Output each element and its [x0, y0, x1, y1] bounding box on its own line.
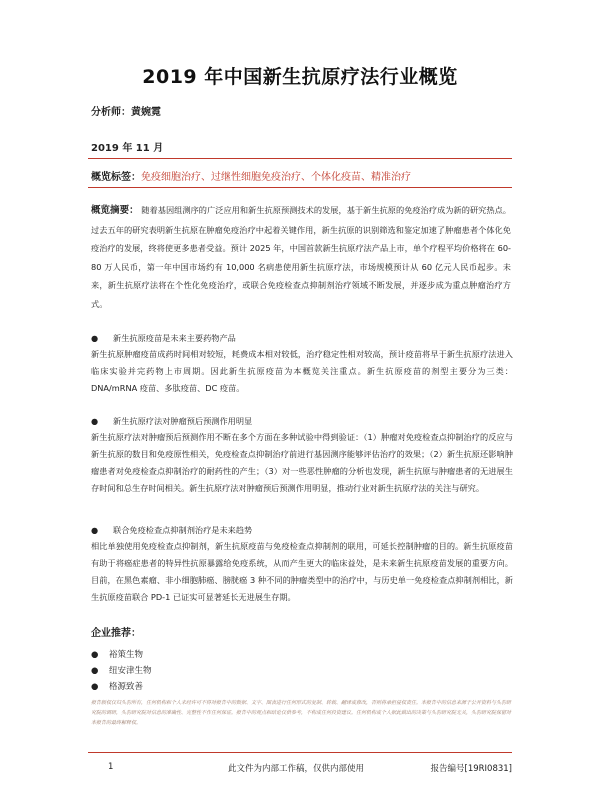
page-number: 1: [108, 762, 114, 772]
section-heading: [91, 522, 513, 538]
tags-value: 免疫细胞治疗、过继性细胞免疫治疗、个体化疫苗、精准治疗: [141, 172, 411, 183]
divider-line: [88, 187, 512, 188]
bullet-icon: ●: [91, 525, 99, 535]
list-item: [91, 647, 152, 663]
company-name: 裕策生物: [109, 650, 144, 660]
footer-divider: [88, 752, 512, 753]
section-body: 新生抗原肿瘤疫苗成药时间相对较短，耗费成本相对较低，治疗稳定性相对较高，预计疫苗将早于新生抗原疗法进入临床实验并完药物上市周期。因此新生抗原疫苗为本概览关注重点。新生抗原疫苗的剂型主要分为三类：DNA/mRNA 疫苗、多肽疫苗、DC 疫苗。: [91, 349, 513, 393]
date-line: 2019 年 11 月: [91, 143, 164, 154]
section-heading: [91, 413, 513, 429]
disclaimer-text: 报告版权仅归头豹所有，任何机构和个人未经许可不得对报告中的数据、文字、图表进行任何形式的复制、转载、翻译或修改，否则将承担侵权责任。本报告中的信息来源于公开资料与头豹研究院的调研，头豹研究院对信息的准确性、完整性不作任何保证。报告中的观点和结论仅供参考，不构成任何投资建议。任何机构或个人据此做出的决策与头豹研究院无关，头豹研究院保留对本报告的最终解释权。: [91, 700, 512, 726]
section-body: 新生抗原疗法对肿瘤预后预测作用不断在多个方面在多种试验中得到验证：（1）肿瘤对免疫检查点抑制治疗的反应与新生抗原的数目和免疫原性相关，免疫检查点抑制治疗前进行基因测序能够评估治疗的效果；（2）新生抗原还影响肿瘤患者对免疫检查点抑制治疗的耐药性的产生；（3）对一些恶性肿瘤的分析也发现，新生抗原与肿瘤患者的无进展生存时间和总生存时间相关。新生抗原疗法对肿瘤预后预测作用明显，推动行业对新生抗原疗法的关注与研究。: [91, 432, 513, 493]
bullet-icon: ●: [91, 682, 99, 692]
section-body: 相比单独使用免疫检查点抑制剂，新生抗原疫苗与免疫检查点抑制剂的联用，可延长控制肿瘤的目的。新生抗原疫苗有助于将癌症患者的特异性抗原暴露给免疫系统，从而产生更大的临床益处，是未来新生抗原疫苗发展的重要方向。目前，在黑色素瘤、非小细胞肺癌、膀胱癌 3 种不同的肿瘤类型中的治疗中，与历史单一免疫检查点抑制剂相比，新生抗原疫苗联合 PD-1 已证实可显著延长无进展生存期。: [91, 541, 513, 602]
tags-line: [91, 168, 411, 183]
bullet-icon: ●: [91, 666, 99, 676]
internal-use-note: 此文件为内部工作稿，仅供内部使用: [228, 764, 365, 774]
abstract-label: 概览摘要：: [91, 205, 139, 216]
section-heading-text: 新生抗原疫苗是未来主要药物产品: [113, 333, 236, 343]
list-item: [91, 679, 152, 695]
recommendation-title: 企业推荐：: [91, 628, 141, 639]
report-number: 报告编号[19RI0831]: [430, 764, 512, 774]
list-item: [91, 663, 152, 679]
section-heading: [91, 330, 513, 346]
bullet-icon: ●: [91, 333, 99, 343]
tags-label: 概览标签：: [91, 172, 141, 183]
page-footer: [91, 762, 512, 776]
recommendation-list: [91, 647, 152, 695]
section-heading-text: 联合免疫检查点抑制剂治疗是未来趋势: [113, 525, 253, 535]
divider-line: [88, 158, 512, 159]
section-2: [91, 413, 513, 497]
abstract-text: 随着基因组测序的广泛应用和新生抗原预测技术的发展，基于新生抗原的免疫治疗成为新的研究热点。过去五年的研究表明新生抗原在肿瘤免疫治疗中起着关键作用，新生抗原的识别筛选和鉴定加速了肿瘤患者个体化免疫治疗的发展，终将使更多患者受益。预计 2025 年，中国首款新生抗原疗法产品上市，单个疗程平均价格将在 60-80 万人民币，第一年中国市场约有 10,000 名病患使用新生抗原疗法，市场规模预计从 60 亿元人民币起步。未来，新生抗原疗法将在个性化免疫治疗，或联合免疫检查点抑制剂治疗领域不断发展，并逐步成为重点肿瘤治疗方式。: [91, 205, 511, 309]
section-1: [91, 330, 513, 397]
abstract-paragraph: [91, 201, 511, 313]
company-name: 纽安津生物: [109, 666, 152, 676]
document-title: 2019 年中国新生抗原疗法行业概览: [142, 66, 458, 88]
bullet-icon: ●: [91, 650, 99, 660]
section-heading-text: 新生抗原疗法对肿瘤预后预测作用明显: [113, 416, 253, 426]
bullet-icon: ●: [91, 416, 99, 426]
section-3: [91, 522, 513, 606]
company-name: 格源致善: [109, 682, 144, 692]
author-line: 分析师：黄婉霓: [91, 107, 161, 118]
